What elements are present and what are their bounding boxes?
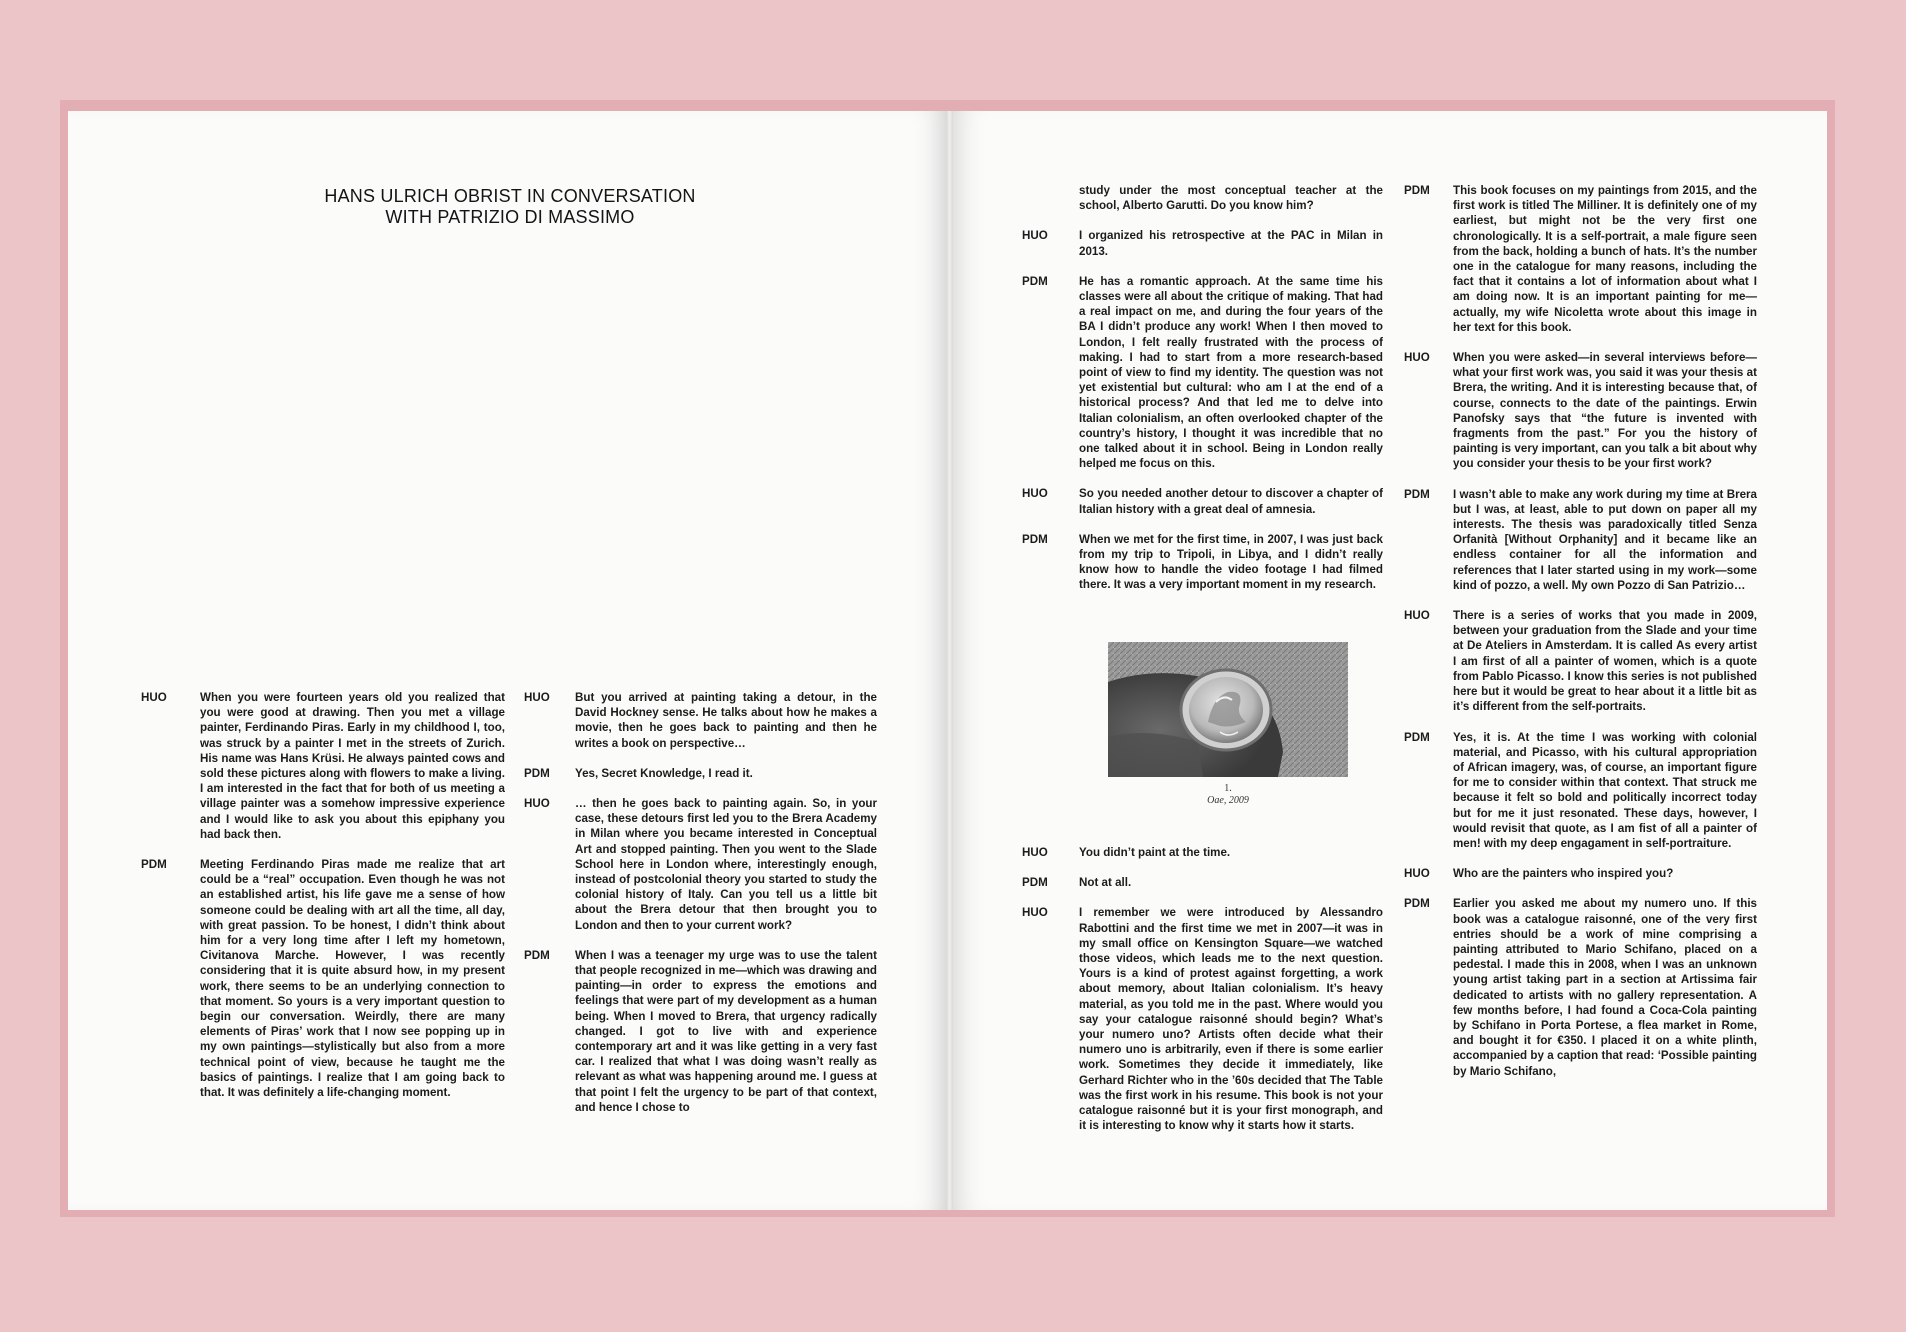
left-column-2 — [524, 690, 877, 1130]
dialogue-entry — [141, 857, 505, 1100]
title-line-1: HANS ULRICH OBRIST IN CONVERSATION — [324, 186, 696, 206]
dialogue-entry — [524, 690, 877, 751]
speaker-label: PDM — [1404, 184, 1430, 197]
speaker-label: HUO — [524, 797, 550, 811]
left-column-1 — [141, 690, 505, 1115]
dialogue-text: … then he goes back to painting again. So, in your case, these detours first led you to the Brera Academy in Milan where you became interested in Conceptual Art and stopped painting. Then you went to the Slade School here in London where, interestingly enough, instead of postcolonial theory you started to study the colonial history of Italy. Can you tell us a little bit about the Brera detour that then brought you to London and then to your current work? — [575, 797, 877, 932]
dialogue-entry — [141, 690, 505, 842]
dialogue-text: When you were asked—in several interviews before—what your first work was, you said it was your thesis at Brera, the writing. And it is interesting because that, of course, connects to the date of the paintings. Erwin Panofsky says that “the future is invented with fragments from the past.” For you the history of painting is very important, can you talk a bit about why you consider your thesis to be your first work? — [1453, 351, 1757, 471]
dialogue-entry — [1022, 875, 1383, 890]
right-column-1-lower — [1022, 845, 1383, 1148]
speaker-label: PDM — [1404, 487, 1430, 501]
dialogue-entry — [1022, 845, 1383, 860]
dialogue-entry — [1404, 730, 1757, 852]
dialogue-entry — [1022, 183, 1383, 213]
dialogue-text: I organized his retrospective at the PAC in Milan in 2013. — [1079, 229, 1383, 258]
speaker-label: HUO — [1022, 487, 1048, 501]
dialogue-text: When you were fourteen years old you realized that you were good at drawing. Then you met a village painter, Ferdinando Piras. Early in my childhood I, too, was struck by a painter I met in the streets of Zurich. His name was Hans Krüsi. He always painted cows and sold these pictures along with flowers to make a living. I am interested in the fact that for both of us meeting a village painter was a somehow impressive experience and I would like to ask you about this epiphany you had back then. — [200, 691, 505, 841]
right-column-2 — [1404, 183, 1757, 1094]
article-title — [300, 186, 720, 228]
dialogue-text: Meeting Ferdinando Piras made me realize that art could be a “real” occupation. Even though he was not an established artist, his life gave me a sense of how someone could be dealing with art all the time, all day, with great passion. To be honest, I didn’t think about him for a very long time after I left my hometown, Civitanova Marche. However, I was recently considering that it is quite absurd how, in my present work, there seems to be an underlying connection to that moment. So yours is a very important question to begin our conversation. Weirdly, there are many elements of Piras’ work that I now see popping up in my own paintings—stylistically but also from a more technical point of view, because he taught me the basics of paintings. I realize that I am going back to that. It was definitely a life-changing moment. — [200, 858, 505, 1100]
speaker-label: PDM — [524, 948, 550, 962]
dialogue-entry — [524, 948, 877, 1115]
dialogue-entry — [1404, 183, 1757, 335]
dialogue-text: Who are the painters who inspired you? — [1453, 867, 1674, 881]
dialogue-entry — [1404, 866, 1757, 881]
right-column-1 — [1022, 183, 1383, 608]
artwork-image — [1108, 642, 1348, 777]
dialogue-text: This book focuses on my paintings from 2015, and the first work is titled The Milliner. It is definitely one of my earliest, but might not be the very first one chronologically. It is a self-portrait, a male figure seen from the back, holding a bunch of hats. It’s the number one in the catalogue for many reasons, including the fact that it contains a lot of information about what I am doing now. It is an important painting for me—actually, my wife Nicoletta wrote about this image in her text for this book. — [1453, 184, 1757, 334]
dialogue-entry — [524, 796, 877, 933]
speaker-label: PDM — [1404, 730, 1430, 744]
dialogue-entry — [1404, 896, 1757, 1078]
dialogue-text: Yes, Secret Knowledge, I read it. — [575, 766, 753, 780]
dialogue-text: Yes, it is. At the time I was working with colonial material, and Picasso, with his cultural appropriation of African imagery, was, of course, an important figure for me to consider within that context. That struck me because it felt so bold and politically incorrect today but for me it just resonated. These days, however, I would revisit that quote, as I am fist of all a painter of men! with my deep engagament in self-portraiture. — [1453, 730, 1757, 850]
figure-title: Oae, 2009 — [1207, 795, 1249, 806]
dialogue-text: study under the most conceptual teacher at the school, Alberto Garutti. Do you know him? — [1079, 184, 1383, 213]
dialogue-entry — [1022, 486, 1383, 516]
speaker-label: PDM — [1022, 876, 1048, 890]
speaker-label: HUO — [1404, 351, 1430, 365]
dialogue-entry — [1022, 532, 1383, 593]
dialogue-text: So you needed another detour to discover a chapter of Italian history with a great deal of amnesia. — [1079, 487, 1383, 516]
dialogue-entry — [524, 766, 877, 781]
dialogue-text: I wasn’t able to make any work during my time at Brera but I was, at least, able to put down on paper all my interests. The thesis was paradoxically titled Senza Orfanità [Without Orphanity] and it became like an endless container for all the information and references that I later started using in my work—some kind of pozzo, a well. My own Pozzo di San Patrizio… — [1453, 487, 1757, 592]
dialogue-text: He has a romantic approach. At the same time his classes were all about the critique of making. That had a real impact on me, and during the four years of the BA I didn’t produce any work! When I then moved to London, I felt really frustrated with the process of making. I had to start from a more research-based point of view to find my identity. The question was not yet existential but cultural: who am I at the end of a historical process? And that led me to delve into Italian colonialism, an often overlooked chapter of the country’s history, I thought it was incredible that no one talked about it in school. Being in London really helped me focus on this. — [1079, 274, 1383, 471]
dialogue-entry — [1022, 905, 1383, 1133]
speaker-label: HUO — [141, 691, 167, 704]
dialogue-text: But you arrived at painting taking a detour, in the David Hockney sense. He talks about how he makes a movie, then he goes back to painting and then he writes a book on perspective… — [575, 691, 877, 750]
figure-number: 1. — [1224, 783, 1232, 794]
speaker-label: HUO — [1022, 229, 1048, 243]
speaker-label: PDM — [1404, 897, 1430, 911]
speaker-label: PDM — [524, 766, 550, 780]
speaker-label: HUO — [524, 691, 550, 704]
dialogue-text: Earlier you asked me about my numero uno. If this book was a catalogue raisonné, one of the very first entries should be a work of mine comprising a painting attributed to Mario Schifano, placed on a pedestal. I made this in 2008, when I was an unknown young artist taking part in a section at Artissima fair dedicated to artists with no gallery representation. A few months before, I had found a Coca-Cola painting by Schifano in Porta Portese, a flea market in Rome, and bought it for €350. I placed it on a white plinth, accompanied by a caption that read: ‘Possible painting by Mario Schifano, — [1453, 897, 1757, 1078]
speaker-label: PDM — [1022, 274, 1048, 288]
dialogue-entry — [1022, 228, 1383, 258]
dialogue-entry — [1404, 350, 1757, 472]
dialogue-text: When I was a teenager my urge was to use the talent that people recognized in me—which was drawing and painting—in order to express the emotions and feelings that were part of my development as a human being. When I moved to Brera, that urgency radically changed. I got to live with and experience contemporary art and it was like getting in a very fast car. I realized that what I was doing wasn’t really as relevant as what was happening around me. I guess at that point I felt the urgency to be part of that context, and hence I chose to — [575, 948, 877, 1114]
speaker-label: HUO — [1404, 867, 1430, 881]
dialogue-text: Not at all. — [1079, 876, 1132, 890]
speaker-label: HUO — [1404, 609, 1430, 623]
speaker-label: HUO — [1022, 906, 1048, 920]
dialogue-text: I remember we were introduced by Alessandro Rabottini and the first time we met in 2007—it was in my small office on Kensington Square—we watched those videos, which leads me to the next question. Yours is a kind of protest against forgetting, a work about memory, about Italian colonialism. It’s heavy material, as you told me in the past. Where would you say your catalogue raisonné should begin? What’s your numero uno? Artists often decide what their numero uno is arbitrarily, even if there is some earlier work. Sometimes they decide it immediately, like Gerhard Richter who in the ’60s decided that The Table was the first work in his resume. This book is not your catalogue raisonné but it is your first monograph, and it is interesting to know why it starts how it starts. — [1079, 906, 1383, 1133]
dialogue-text: You didn’t paint at the time. — [1079, 846, 1231, 859]
dialogue-entry — [1022, 274, 1383, 472]
dialogue-text: When we met for the first time, in 2007, I was just back from my trip to Tripoli, in Libya, and I didn’t really know how to handle the video footage I had filmed there. It was a very important moment in my research. — [1079, 532, 1383, 592]
dialogue-entry — [1404, 487, 1757, 593]
dialogue-entry — [1404, 608, 1757, 714]
title-line-2: WITH PATRIZIO DI MASSIMO — [385, 207, 635, 227]
ring-photo — [1108, 642, 1348, 777]
speaker-label: PDM — [141, 858, 167, 872]
figure-caption — [1108, 783, 1348, 807]
speaker-label: HUO — [1022, 846, 1048, 859]
speaker-label: PDM — [1022, 532, 1048, 546]
book-gutter — [946, 111, 953, 1210]
dialogue-text: There is a series of works that you made in 2009, between your graduation from the Slade and your time at De Ateliers in Amsterdam. It is called As every artist I am first of all a painter of women, which is a quote from Pablo Picasso. I know this series is not published here but it would be great to hear about it a little bit as it’s different from the self-portraits. — [1453, 609, 1757, 714]
